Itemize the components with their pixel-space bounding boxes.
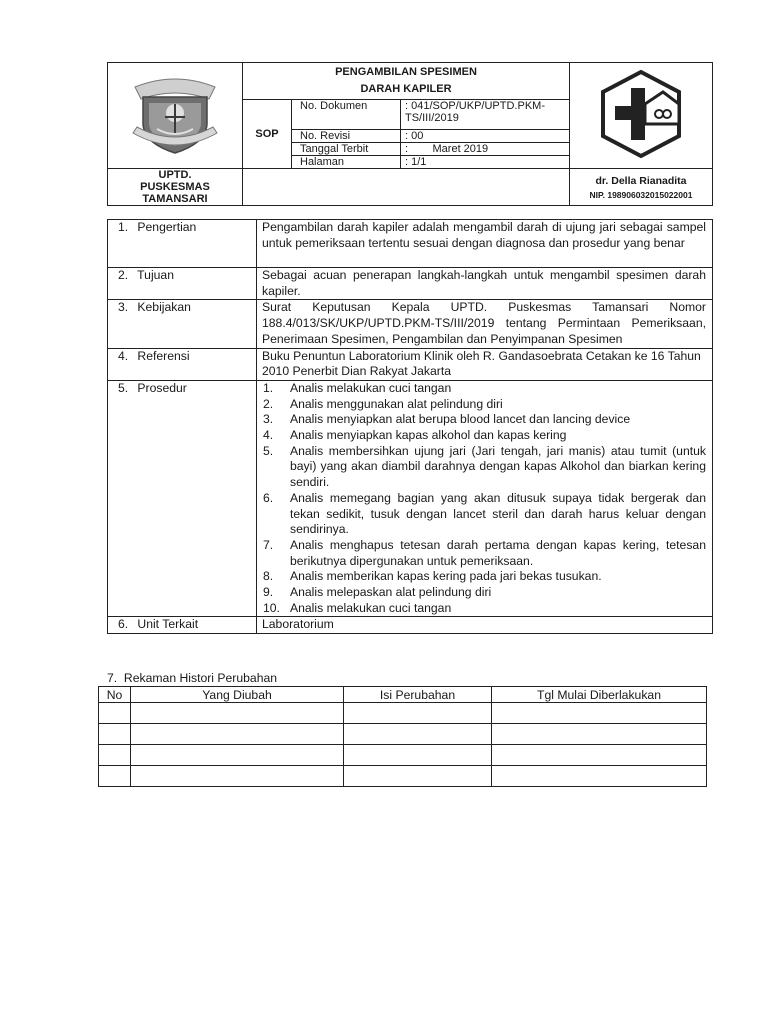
table-row bbox=[99, 703, 707, 724]
column-header-tgl-mulai: Tgl Mulai Diberlakukan bbox=[492, 687, 707, 703]
section-label-tujuan: 2. Tujuan bbox=[108, 268, 257, 300]
field-value-tanggal-terbit: : Maret 2019 bbox=[401, 143, 570, 156]
column-header-yang-diubah: Yang Diubah bbox=[131, 687, 344, 703]
field-value-no-revisi: : 00 bbox=[401, 130, 570, 143]
puskesmas-logo-icon bbox=[595, 68, 687, 160]
list-item: 5. Analis membersihkan ujung jari (Jari tengah, jari manis) atau tumit (untuk bayi) yang akan diambil darahnya dengan kapas Alkohol dan biarkan kering sendiri. bbox=[263, 443, 706, 490]
list-item: 10. Analis melakukan cuci tangan bbox=[263, 600, 452, 615]
table-header-row bbox=[99, 687, 707, 703]
regional-emblem-icon bbox=[127, 73, 223, 155]
section-row-prosedur bbox=[108, 380, 713, 617]
history-table bbox=[98, 686, 707, 787]
section-text-referensi: Buku Penuntun Laboratorium Klinik oleh R. Gandasoebrata Cetakan ke 16 Tahun 2010 Penerbit Dian Rakyat Jakarta bbox=[257, 348, 713, 380]
table-cell bbox=[99, 745, 131, 766]
procedure-steps-list bbox=[263, 381, 706, 617]
table-cell bbox=[99, 766, 131, 787]
sop-content-table bbox=[107, 219, 713, 634]
table-cell bbox=[99, 724, 131, 745]
section-row-referensi bbox=[108, 348, 713, 380]
list-item: 6. Analis memegang bagian yang akan ditusuk supaya tidak bergerak dan tekan sedikit, tusuk dengan lancet steril dan darah harus keluar dengan sendirinya. bbox=[263, 490, 706, 537]
list-item: 8. Analis memberikan kapas kering pada jari bekas tusukan. bbox=[263, 569, 602, 584]
table-cell bbox=[344, 766, 492, 787]
document-title: PENGAMBILAN SPESIMEN DARAH KAPILER bbox=[243, 63, 570, 100]
table-cell bbox=[99, 703, 131, 724]
section-label-referensi: 4. Referensi bbox=[108, 348, 257, 380]
field-label-no-dokumen: No. Dokumen bbox=[292, 100, 401, 130]
list-item: 4. Analis menyiapkan kapas alkohol dan kapas kering bbox=[263, 428, 567, 443]
table-row bbox=[99, 724, 707, 745]
section-text-tujuan: Sebagai acuan penerapan langkah-langkah untuk mengambil spesimen darah kapiler. bbox=[257, 268, 713, 300]
table-cell bbox=[131, 724, 344, 745]
header-blank-cell bbox=[243, 169, 570, 206]
section-row-pengertian bbox=[108, 220, 713, 268]
table-cell bbox=[492, 766, 707, 787]
section-label-pengertian: 1. Pengertian bbox=[108, 220, 257, 268]
table-cell bbox=[492, 703, 707, 724]
field-label-no-revisi: No. Revisi bbox=[292, 130, 401, 143]
table-cell bbox=[344, 703, 492, 724]
list-item: 3. Analis menyiapkan alat berupa blood lancet dan lancing device bbox=[263, 412, 631, 427]
list-item: 7. Analis menghapus tetesan darah pertama dengan kapas kering, tetesan berikutnya dipergunakan untuk pemeriksaan. bbox=[263, 537, 706, 568]
section-row-kebijakan bbox=[108, 300, 713, 348]
field-label-tanggal-terbit: Tanggal Terbit bbox=[292, 143, 401, 156]
section-text-pengertian: Pengambilan darah kapiler adalah mengambil darah di ujung jari sebagai sampel untuk pemeriksaan tertentu sesuai dengan diagnosa dan prosedur yang benar bbox=[257, 220, 713, 268]
signer-nip: NIP. 198906032015022001 bbox=[589, 189, 693, 200]
section-label-prosedur: 5. Prosedur bbox=[108, 380, 257, 617]
list-item: 9. Analis melepaskan alat pelindung diri bbox=[263, 585, 492, 600]
organization-name: UPTD. PUSKESMAS TAMANSARI bbox=[108, 169, 243, 206]
signer-block bbox=[570, 169, 713, 206]
table-cell bbox=[492, 745, 707, 766]
section-row-tujuan bbox=[108, 268, 713, 300]
table-cell bbox=[344, 745, 492, 766]
field-value-no-dokumen: : 041/SOP/UKP/UPTD.PKM-TS/III/2019 bbox=[401, 100, 570, 130]
right-logo-cell bbox=[570, 63, 713, 169]
section-text-kebijakan: Surat Keputusan Kepala UPTD. Puskesmas Tamansari Nomor 188.4/013/SK/UKP/UPTD.PKM-TS/III/2019 tentang Permintaan Pemeriksaan, Penerimaan Spesimen, Pengambilan dan Penyimpanan Spesimen bbox=[257, 300, 713, 348]
section-label-kebijakan: 3. Kebijakan bbox=[108, 300, 257, 348]
history-title: 7. Rekaman Histori Perubahan bbox=[107, 671, 278, 685]
section-row-unit-terkait bbox=[108, 617, 713, 634]
list-item: 1. Analis melakukan cuci tangan bbox=[263, 380, 452, 395]
signer-name: dr. Della Rianadita bbox=[595, 174, 687, 187]
table-row bbox=[99, 766, 707, 787]
table-cell bbox=[131, 766, 344, 787]
table-cell bbox=[131, 703, 344, 724]
table-row bbox=[99, 745, 707, 766]
field-label-halaman: Halaman bbox=[292, 156, 401, 169]
column-header-no: No bbox=[99, 687, 131, 703]
document-header bbox=[107, 62, 713, 206]
table-cell bbox=[131, 745, 344, 766]
section-label-unit-terkait: 6. Unit Terkait bbox=[108, 617, 257, 634]
table-cell bbox=[492, 724, 707, 745]
left-logo-cell bbox=[108, 63, 243, 169]
sop-label: SOP bbox=[243, 100, 292, 169]
table-cell bbox=[344, 724, 492, 745]
section-text-unit-terkait: Laboratorium bbox=[257, 617, 713, 634]
section-steps-prosedur bbox=[257, 380, 713, 617]
list-item: 2. Analis menggunakan alat pelindung diri bbox=[263, 396, 503, 411]
field-value-halaman: : 1/1 bbox=[401, 156, 570, 169]
column-header-isi-perubahan: Isi Perubahan bbox=[344, 687, 492, 703]
